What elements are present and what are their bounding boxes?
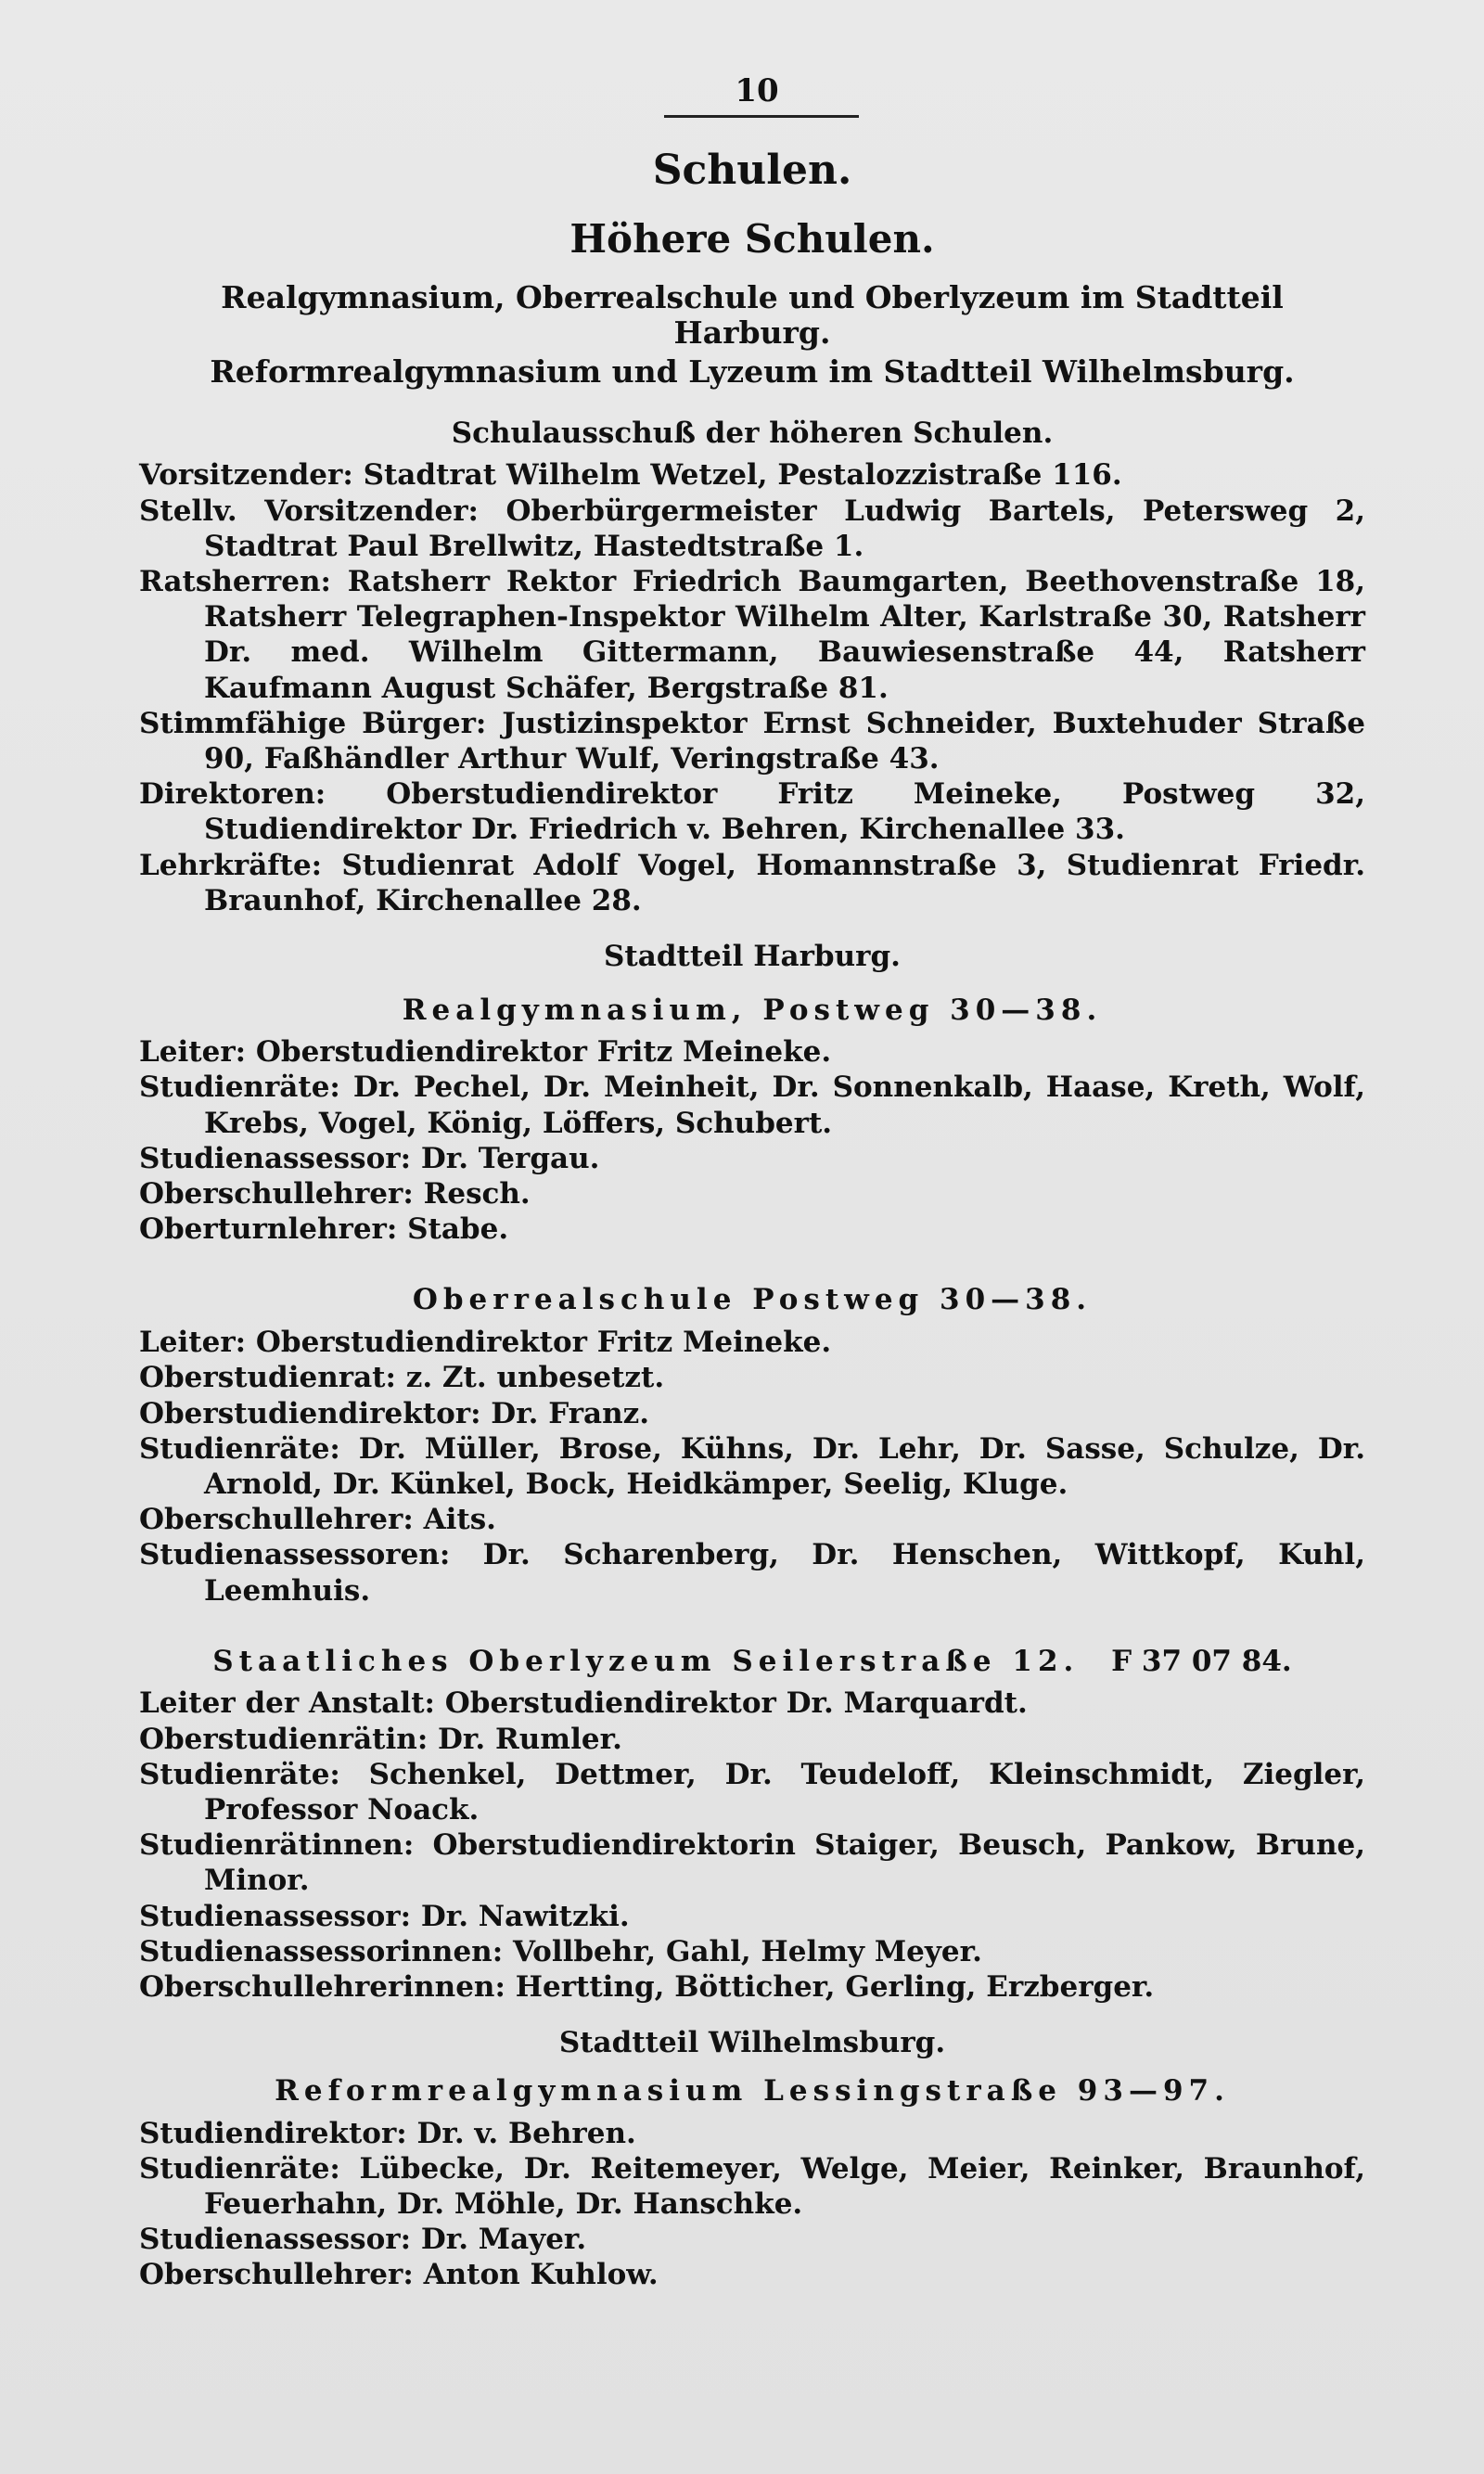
committee-entry: Direktoren: Oberstudiendirektor Fritz Meineke, Postweg 32, Studiendirektor Dr. Friedrich v. Behren, Kirchenallee 33.: [139, 777, 1365, 847]
page-title: Schulen.: [652, 147, 852, 194]
staff-entry: Studienassessor: Dr. Mayer.: [139, 2223, 587, 2257]
school-name-oberrealschule: Oberrealschule Postweg 30—38.: [412, 1283, 1093, 1317]
realgymnasium-entries: [139, 1034, 1365, 1247]
school-name-realgymnasium: Realgymnasium, Postweg 30—38.: [402, 993, 1103, 1027]
staff-entry: Studienassessoren: Dr. Scharenberg, Dr. Henschen, Wittkopf, Kuhl, Leemhuis.: [139, 1538, 1365, 1608]
committee-entry: Lehrkräfte: Studienrat Adolf Vogel, Homannstraße 3, Studienrat Friedr. Braunhof, Kirchenallee 28.: [139, 848, 1365, 917]
wilhelmsburg-heading: Stadtteil Wilhelmsburg.: [558, 2026, 946, 2060]
committee-entry: Stimmfähige Bürger: Justizinspektor Ernst Schneider, Buxtehuder Straße 90, Faßhändler Arthur Wulf, Veringstraße 43.: [139, 706, 1365, 776]
school-name-oberlyzeum: Staatliches Oberlyzeum Seilerstraße 12.: [212, 1644, 1080, 1678]
committee-entry: Ratsherren: Ratsherr Rektor Friedrich Baumgarten, Beethovenstraße 18, Ratsherr Telegraphen-Inspektor Wilhelm Alter, Karlstraße 30, Ratsherr Dr. med. Wilhelm Gittermann, Bauwiesenstraße 44, Ratsherr Kaufmann August Schäfer, Bergstraße 81.: [139, 564, 1365, 705]
staff-entry: Oberstudienrat: z. Zt. unbesetzt.: [139, 1361, 665, 1395]
harburg-heading: Stadtteil Harburg.: [604, 939, 901, 973]
staff-entry: Studienräte: Dr. Pechel, Dr. Meinheit, Dr. Sonnenkalb, Haase, Kreth, Wolf, Krebs, Vogel, König, Löffers, Schubert.: [139, 1070, 1365, 1140]
staff-entry: Oberturnlehrer: Stabe.: [139, 1212, 509, 1247]
staff-entry: Studienräte: Schenkel, Dettmer, Dr. Teudeloff, Kleinschmidt, Ziegler, Professor Noack.: [139, 1757, 1365, 1827]
staff-entry: Studienrätinnen: Oberstudiendirektorin Staiger, Beusch, Pankow, Brune, Minor.: [139, 1828, 1365, 1898]
staff-entry: Leiter: Oberstudiendirektor Fritz Meineke.: [139, 1326, 832, 1360]
staff-entry: Oberschullehrer: Anton Kuhlow.: [139, 2258, 659, 2292]
staff-entry: Studiendirektor: Dr. v. Behren.: [139, 2116, 636, 2150]
oberrealschule-entries: [139, 1325, 1365, 1609]
staff-entry: Studienräte: Lübecke, Dr. Reitemeyer, Welge, Meier, Reinker, Braunhof, Feuerhahn, Dr. Möhle, Dr. Hanschke.: [139, 2151, 1365, 2221]
school-phone: F 37 07 84.: [1111, 1644, 1292, 1678]
staff-entry: Studienassessor: Dr. Nawitzki.: [139, 1899, 630, 1933]
staff-entry: Oberstudienrätin: Dr. Rumler.: [139, 1722, 622, 1756]
heading-line-2: Reformrealgymnasium und Lyzeum im Stadtteil Wilhelmsburg.: [210, 353, 1295, 390]
oberlyzeum-entries: [139, 1686, 1365, 2005]
committee-entries: [139, 457, 1365, 918]
heading-line-1: Realgymnasium, Oberrealschule und Oberlyzeum im Stadtteil Harburg.: [221, 278, 1284, 351]
staff-entry: Studienräte: Dr. Müller, Brose, Kühns, Dr. Lehr, Dr. Sasse, Schulze, Dr. Arnold, Dr. Künkel, Bock, Heidkämper, Seelig, Kluge.: [139, 1431, 1365, 1501]
school-name-reformrealgymnasium: Reformrealgymnasium Lessingstraße 93—97.: [275, 2073, 1230, 2108]
staff-entry: Leiter: Oberstudiendirektor Fritz Meineke.: [139, 1035, 832, 1070]
page-subtitle: Höhere Schulen.: [569, 215, 935, 262]
committee-entry: Vorsitzender: Stadtrat Wilhelm Wetzel, Pestalozzistraße 116.: [139, 458, 1122, 493]
staff-entry: Oberschullehrerinnen: Hertting, Bötticher, Gerling, Erzberger.: [139, 1970, 1155, 2005]
staff-entry: Oberstudiendirektor: Dr. Franz.: [139, 1396, 650, 1430]
committee-entry: Stellv. Vorsitzender: Oberbürgermeister Ludwig Bartels, Petersweg 2, Stadtrat Paul Brellwitz, Hastedtstraße 1.: [139, 494, 1365, 563]
page-number: 10: [735, 72, 779, 109]
staff-entry: Leiter der Anstalt: Oberstudiendirektor Dr. Marquardt.: [139, 1686, 1028, 1721]
staff-entry: Oberschullehrer: Resch.: [139, 1177, 531, 1211]
page-number-rule: [664, 115, 859, 118]
school-heading-oberlyzeum: [139, 1646, 1365, 1679]
reformrealgymnasium-entries: [139, 2116, 1365, 2293]
staff-entry: Studienassessor: Dr. Tergau.: [139, 1141, 600, 1175]
staff-entry: Studienassessorinnen: Vollbehr, Gahl, Helmy Meyer.: [139, 1934, 982, 1968]
committee-heading: Schulausschuß der höheren Schulen.: [451, 416, 1054, 450]
staff-entry: Oberschullehrer: Aits.: [139, 1503, 496, 1537]
